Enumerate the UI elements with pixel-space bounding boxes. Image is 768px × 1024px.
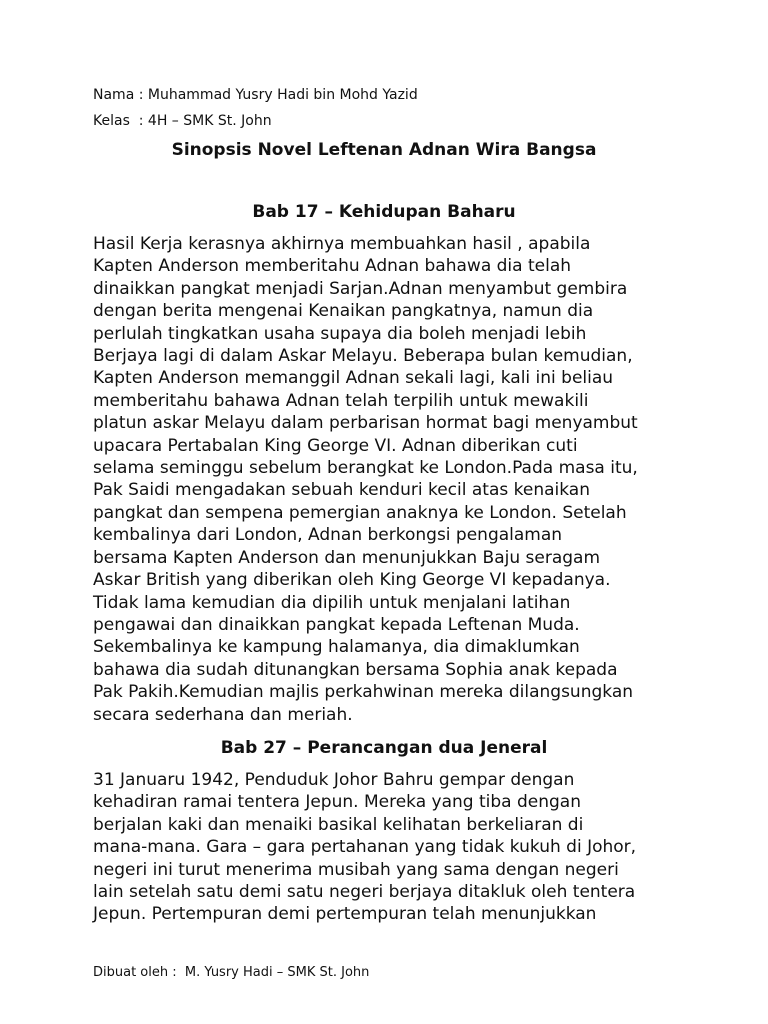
paragraph-line: Kapten Anderson memanggil Adnan sekali lagi, kali ini beliau (93, 368, 614, 389)
paragraph-line: Hasil Kerja kerasnya akhirnya membuahkan hasil , apabila (93, 234, 591, 254)
paragraph-line: kehadiran ramai tentera Jepun. Mereka yang tiba dengan (93, 792, 581, 813)
paragraph-line: Pak Saidi mengadakan sebuah kenduri kecil atas kenaikan (93, 480, 590, 501)
paragraph-line: mana-mana. Gara – gara pertahanan yang tidak kukuh di Johor, (93, 837, 637, 858)
paragraph-line: berjalan kaki dan menaiki basikal kelihatan berkeliaran di (93, 814, 584, 835)
paragraph-line: perlulah tingkatkan usaha supaya dia boleh menjadi lebih (93, 323, 587, 344)
footer-credit: Dibuat oleh : M. Yusry Hadi – SMK St. John (93, 965, 370, 980)
paragraph-line: upacara Pertabalan King George VI. Adnan diberikan cuti (93, 435, 578, 456)
paragraph-line: Kapten Anderson memberitahu Adnan bahawa dia telah (93, 256, 572, 277)
paragraph-line: kembalinya dari London, Adnan berkongsi pengalaman (93, 525, 563, 546)
paragraph-line: memberitahu bahawa Adnan telah terpilih untuk mewakili (93, 390, 589, 411)
paragraph-line: pengawai dan dinaikkan pangkat kepada Leftenan Muda. (93, 614, 580, 635)
paragraph-line: Berjaya lagi di dalam Askar Melayu. Beberapa bulan kemudian, (93, 346, 633, 367)
paragraph-line: Tidak lama kemudian dia dipilih untuk menjalani latihan (93, 592, 571, 613)
paragraph-line: Sekembalinya ke kampung halamanya, dia dimaklumkan (93, 637, 580, 658)
chapter-body (93, 769, 693, 926)
chapter-title: Bab 27 – Perancangan dua Jeneral (220, 738, 548, 758)
paragraph-line: Pak Pakih.Kemudian majlis perkahwinan mereka dilangsungkan (93, 682, 634, 703)
paragraph-line: lain setelah satu demi satu negeri berjaya ditakluk oleh tentera (93, 882, 636, 903)
paragraph-line: negeri ini turut menerima musibah yang sama dengan negeri (93, 859, 619, 880)
paragraph-line: dengan berita mengenai Kenaikan pangkatnya, namun dia (93, 301, 594, 322)
paragraph-line: selama seminggu sebelum berangkat ke London.Pada masa itu, (93, 458, 638, 479)
paragraph-line: 31 Januaru 1942, Penduduk Johor Bahru gempar dengan (93, 770, 575, 790)
paragraph-line: Askar British yang diberikan oleh King George VI kepadanya. (93, 570, 611, 591)
document-title: Sinopsis Novel Leftenan Adnan Wira Bangsa (171, 140, 597, 160)
paragraph-line: bersama Kapten Anderson dan menunjukkan Baju seragam (93, 547, 601, 568)
paragraph-line: bahawa dia sudah ditunangkan bersama Sophia anak kepada (93, 659, 618, 680)
student-class: Kelas : 4H – SMK St. John (93, 113, 272, 129)
paragraph-line: dinaikkan pangkat menjadi Sarjan.Adnan menyambut gembira (93, 278, 628, 299)
paragraph-line: Jepun. Pertempuran demi pertempuran telah menunjukkan (93, 904, 597, 925)
paragraph-line: secara sederhana dan meriah. (93, 704, 353, 725)
paragraph-line: platun askar Melayu dalam perbarisan hormat bagi menyambut (93, 413, 638, 434)
paragraph-line: pangkat dan sempena pemergian anaknya ke London. Setelah (93, 502, 627, 523)
student-name: Nama : Muhammad Yusry Hadi bin Mohd Yazid (93, 87, 418, 103)
chapter-body (93, 233, 693, 726)
chapter-title: Bab 17 – Kehidupan Baharu (252, 202, 516, 222)
